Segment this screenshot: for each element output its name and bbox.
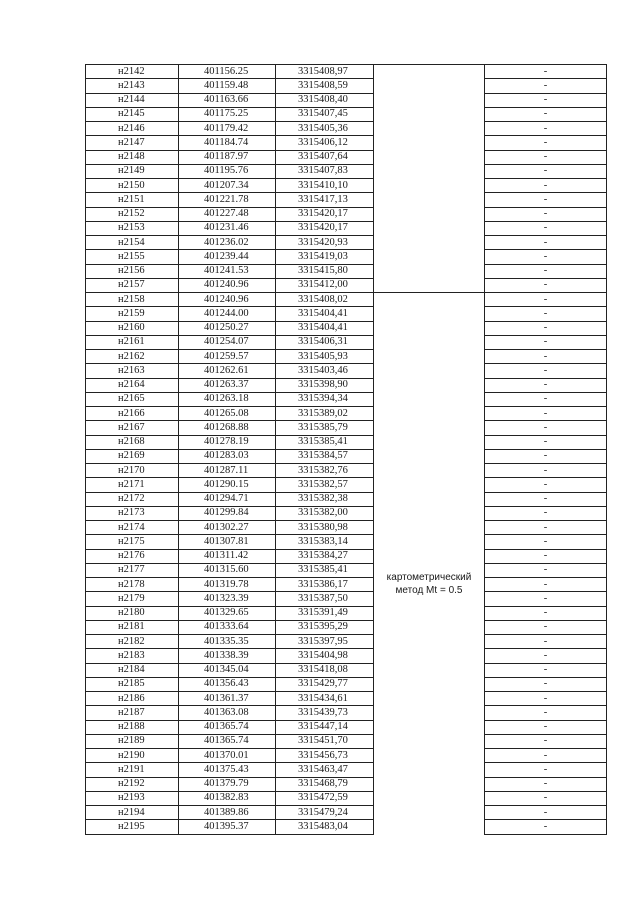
point-name-cell: н2170 (86, 464, 179, 478)
point-name-cell: н2153 (86, 221, 179, 235)
y-coordinate-cell: 3315408,02 (276, 293, 374, 307)
x-coordinate-cell: 401363.08 (179, 706, 276, 720)
y-coordinate-cell: 3315387,50 (276, 592, 374, 606)
dash-cell: - (485, 749, 607, 763)
y-coordinate-cell: 3315386,17 (276, 578, 374, 592)
x-coordinate-cell: 401335.35 (179, 635, 276, 649)
dash-cell: - (485, 449, 607, 463)
y-coordinate-cell: 3315412,00 (276, 278, 374, 292)
table-row (86, 421, 607, 435)
x-coordinate-cell: 401323.39 (179, 592, 276, 606)
y-coordinate-cell: 3315420,93 (276, 236, 374, 250)
x-coordinate-cell: 401290.15 (179, 478, 276, 492)
dash-cell: - (485, 806, 607, 820)
table-row (86, 321, 607, 335)
x-coordinate-cell: 401175.25 (179, 107, 276, 121)
dash-cell: - (485, 250, 607, 264)
table-row (86, 293, 607, 307)
dash-cell: - (485, 777, 607, 791)
y-coordinate-cell: 3315472,59 (276, 791, 374, 805)
x-coordinate-cell: 401231.46 (179, 221, 276, 235)
x-coordinate-cell: 401278.19 (179, 435, 276, 449)
dash-cell: - (485, 663, 607, 677)
dash-cell: - (485, 521, 607, 535)
x-coordinate-cell: 401187.97 (179, 150, 276, 164)
y-coordinate-cell: 3315385,79 (276, 421, 374, 435)
dash-cell: - (485, 506, 607, 520)
y-coordinate-cell: 3315483,04 (276, 820, 374, 834)
y-coordinate-cell: 3315407,64 (276, 150, 374, 164)
y-coordinate-cell: 3315406,12 (276, 136, 374, 150)
dash-cell: - (485, 264, 607, 278)
x-coordinate-cell: 401221.78 (179, 193, 276, 207)
x-coordinate-cell: 401263.37 (179, 378, 276, 392)
x-coordinate-cell: 401207.34 (179, 179, 276, 193)
point-name-cell: н2186 (86, 692, 179, 706)
table-row (86, 136, 607, 150)
table-row (86, 806, 607, 820)
x-coordinate-cell: 401375.43 (179, 763, 276, 777)
x-coordinate-cell: 401156.25 (179, 65, 276, 79)
table-row (86, 307, 607, 321)
dash-cell: - (485, 321, 607, 335)
y-coordinate-cell: 3315397,95 (276, 635, 374, 649)
dash-cell: - (485, 335, 607, 349)
y-coordinate-cell: 3315404,41 (276, 307, 374, 321)
table-row (86, 464, 607, 478)
y-coordinate-cell: 3315479,24 (276, 806, 374, 820)
x-coordinate-cell: 401389.86 (179, 806, 276, 820)
x-coordinate-cell: 401259.57 (179, 350, 276, 364)
x-coordinate-cell: 401370.01 (179, 749, 276, 763)
dash-cell: - (485, 620, 607, 634)
dash-cell: - (485, 407, 607, 421)
dash-cell: - (485, 278, 607, 292)
dash-cell: - (485, 734, 607, 748)
table-row (86, 435, 607, 449)
point-name-cell: н2194 (86, 806, 179, 820)
x-coordinate-cell: 401307.81 (179, 535, 276, 549)
table-row (86, 221, 607, 235)
y-coordinate-cell: 3315389,02 (276, 407, 374, 421)
x-coordinate-cell: 401195.76 (179, 164, 276, 178)
x-coordinate-cell: 401345.04 (179, 663, 276, 677)
table-row (86, 350, 607, 364)
table-row (86, 749, 607, 763)
x-coordinate-cell: 401179.42 (179, 122, 276, 136)
point-name-cell: н2176 (86, 549, 179, 563)
table-row (86, 107, 607, 121)
table-row (86, 777, 607, 791)
point-name-cell: н2145 (86, 107, 179, 121)
y-coordinate-cell: 3315419,03 (276, 250, 374, 264)
y-coordinate-cell: 3315420,17 (276, 221, 374, 235)
point-name-cell: н2181 (86, 620, 179, 634)
table-row (86, 335, 607, 349)
x-coordinate-cell: 401338.39 (179, 649, 276, 663)
method-text-line-2: метод Mt = 0.5 (395, 584, 463, 596)
x-coordinate-cell: 401329.65 (179, 606, 276, 620)
point-name-cell: н2161 (86, 335, 179, 349)
y-coordinate-cell: 3315468,79 (276, 777, 374, 791)
point-name-cell: н2162 (86, 350, 179, 364)
table-row (86, 706, 607, 720)
table-row (86, 578, 607, 592)
x-coordinate-cell: 401287.11 (179, 464, 276, 478)
dash-cell: - (485, 136, 607, 150)
y-coordinate-cell: 3315434,61 (276, 692, 374, 706)
y-coordinate-cell: 3315407,83 (276, 164, 374, 178)
y-coordinate-cell: 3315406,31 (276, 335, 374, 349)
y-coordinate-cell: 3315398,90 (276, 378, 374, 392)
point-name-cell: н2155 (86, 250, 179, 264)
x-coordinate-cell: 401240.96 (179, 293, 276, 307)
table-row (86, 164, 607, 178)
y-coordinate-cell: 3315382,38 (276, 492, 374, 506)
point-name-cell: н2147 (86, 136, 179, 150)
table-row (86, 79, 607, 93)
point-name-cell: н2195 (86, 820, 179, 834)
x-coordinate-cell: 401254.07 (179, 335, 276, 349)
table-row (86, 179, 607, 193)
x-coordinate-cell: 401299.84 (179, 506, 276, 520)
table-row (86, 791, 607, 805)
coordinates-table-body (86, 65, 607, 835)
x-coordinate-cell: 401263.18 (179, 392, 276, 406)
x-coordinate-cell: 401268.88 (179, 421, 276, 435)
point-name-cell: н2164 (86, 378, 179, 392)
dash-cell: - (485, 307, 607, 321)
y-coordinate-cell: 3315408,59 (276, 79, 374, 93)
x-coordinate-cell: 401333.64 (179, 620, 276, 634)
y-coordinate-cell: 3315408,97 (276, 65, 374, 79)
dash-cell: - (485, 364, 607, 378)
point-name-cell: н2185 (86, 677, 179, 691)
table-row (86, 677, 607, 691)
y-coordinate-cell: 3315408,40 (276, 93, 374, 107)
y-coordinate-cell: 3315417,13 (276, 193, 374, 207)
x-coordinate-cell: 401244.00 (179, 307, 276, 321)
dash-cell: - (485, 207, 607, 221)
method-text-line-1: картометрический (386, 571, 472, 583)
dash-cell: - (485, 122, 607, 136)
table-row (86, 635, 607, 649)
dash-cell: - (485, 350, 607, 364)
dash-cell: - (485, 193, 607, 207)
table-row (86, 122, 607, 136)
point-name-cell: н2188 (86, 720, 179, 734)
point-name-cell: н2157 (86, 278, 179, 292)
point-name-cell: н2154 (86, 236, 179, 250)
table-row (86, 592, 607, 606)
dash-cell: - (485, 606, 607, 620)
dash-cell: - (485, 221, 607, 235)
y-coordinate-cell: 3315451,70 (276, 734, 374, 748)
y-coordinate-cell: 3315404,98 (276, 649, 374, 663)
y-coordinate-cell: 3315382,76 (276, 464, 374, 478)
dash-cell: - (485, 492, 607, 506)
point-name-cell: н2180 (86, 606, 179, 620)
dash-cell: - (485, 677, 607, 691)
x-coordinate-cell: 401184.74 (179, 136, 276, 150)
y-coordinate-cell: 3315456,73 (276, 749, 374, 763)
table-row (86, 478, 607, 492)
y-coordinate-cell: 3315384,27 (276, 549, 374, 563)
point-name-cell: н2144 (86, 93, 179, 107)
table-row (86, 720, 607, 734)
x-coordinate-cell: 401163.66 (179, 93, 276, 107)
dash-cell: - (485, 820, 607, 834)
table-row (86, 506, 607, 520)
dash-cell: - (485, 720, 607, 734)
table-row (86, 734, 607, 748)
dash-cell: - (485, 563, 607, 577)
dash-cell: - (485, 79, 607, 93)
point-name-cell: н2184 (86, 663, 179, 677)
point-name-cell: н2190 (86, 749, 179, 763)
dash-cell: - (485, 179, 607, 193)
point-name-cell: н2163 (86, 364, 179, 378)
y-coordinate-cell: 3315394,34 (276, 392, 374, 406)
point-name-cell: н2175 (86, 535, 179, 549)
dash-cell: - (485, 392, 607, 406)
point-name-cell: н2193 (86, 791, 179, 805)
table-row (86, 193, 607, 207)
y-coordinate-cell: 3315395,29 (276, 620, 374, 634)
x-coordinate-cell: 401302.27 (179, 521, 276, 535)
y-coordinate-cell: 3315418,08 (276, 663, 374, 677)
dash-cell: - (485, 150, 607, 164)
x-coordinate-cell: 401236.02 (179, 236, 276, 250)
x-coordinate-cell: 401379.79 (179, 777, 276, 791)
table-row (86, 563, 607, 577)
y-coordinate-cell: 3315391,49 (276, 606, 374, 620)
table-row (86, 692, 607, 706)
point-name-cell: н2159 (86, 307, 179, 321)
x-coordinate-cell: 401315.60 (179, 563, 276, 577)
dash-cell: - (485, 164, 607, 178)
table-row (86, 364, 607, 378)
x-coordinate-cell: 401319.78 (179, 578, 276, 592)
table-row (86, 620, 607, 634)
y-coordinate-cell: 3315403,46 (276, 364, 374, 378)
table-row (86, 663, 607, 677)
dash-cell: - (485, 478, 607, 492)
dash-cell: - (485, 535, 607, 549)
x-coordinate-cell: 401250.27 (179, 321, 276, 335)
y-coordinate-cell: 3315404,41 (276, 321, 374, 335)
point-name-cell: н2174 (86, 521, 179, 535)
y-coordinate-cell: 3315385,41 (276, 563, 374, 577)
y-coordinate-cell: 3315405,93 (276, 350, 374, 364)
y-coordinate-cell: 3315429,77 (276, 677, 374, 691)
point-name-cell: н2165 (86, 392, 179, 406)
x-coordinate-cell: 401382.83 (179, 791, 276, 805)
x-coordinate-cell: 401294.71 (179, 492, 276, 506)
dash-cell: - (485, 435, 607, 449)
point-name-cell: н2172 (86, 492, 179, 506)
point-name-cell: н2152 (86, 207, 179, 221)
table-row (86, 763, 607, 777)
x-coordinate-cell: 401240.96 (179, 278, 276, 292)
dash-cell: - (485, 107, 607, 121)
point-name-cell: н2173 (86, 506, 179, 520)
y-coordinate-cell: 3315415,80 (276, 264, 374, 278)
table-row (86, 606, 607, 620)
y-coordinate-cell: 3315447,14 (276, 720, 374, 734)
x-coordinate-cell: 401365.74 (179, 720, 276, 734)
y-coordinate-cell: 3315420,17 (276, 207, 374, 221)
table-row (86, 278, 607, 292)
table-row (86, 521, 607, 535)
dash-cell: - (485, 578, 607, 592)
x-coordinate-cell: 401241.53 (179, 264, 276, 278)
dash-cell: - (485, 378, 607, 392)
table-row (86, 236, 607, 250)
x-coordinate-cell: 401283.03 (179, 449, 276, 463)
dash-cell: - (485, 763, 607, 777)
point-name-cell: н2156 (86, 264, 179, 278)
x-coordinate-cell: 401262.61 (179, 364, 276, 378)
point-name-cell: н2149 (86, 164, 179, 178)
x-coordinate-cell: 401365.74 (179, 734, 276, 748)
point-name-cell: н2167 (86, 421, 179, 435)
point-name-cell: н2158 (86, 293, 179, 307)
table-row (86, 93, 607, 107)
x-coordinate-cell: 401265.08 (179, 407, 276, 421)
method-cell-empty (374, 65, 485, 293)
y-coordinate-cell: 3315382,57 (276, 478, 374, 492)
point-name-cell: н2143 (86, 79, 179, 93)
table-row (86, 535, 607, 549)
dash-cell: - (485, 549, 607, 563)
dash-cell: - (485, 692, 607, 706)
y-coordinate-cell: 3315463,47 (276, 763, 374, 777)
point-name-cell: н2148 (86, 150, 179, 164)
point-name-cell: н2182 (86, 635, 179, 649)
table-row (86, 207, 607, 221)
y-coordinate-cell: 3315382,00 (276, 506, 374, 520)
dash-cell: - (485, 706, 607, 720)
point-name-cell: н2160 (86, 321, 179, 335)
point-name-cell: н2179 (86, 592, 179, 606)
dash-cell: - (485, 236, 607, 250)
table-row (86, 820, 607, 834)
table-row (86, 549, 607, 563)
point-name-cell: н2183 (86, 649, 179, 663)
dash-cell: - (485, 464, 607, 478)
dash-cell: - (485, 592, 607, 606)
table-row (86, 264, 607, 278)
table-row (86, 378, 607, 392)
point-name-cell: н2151 (86, 193, 179, 207)
x-coordinate-cell: 401311.42 (179, 549, 276, 563)
coordinates-table (85, 64, 607, 835)
y-coordinate-cell: 3315410,10 (276, 179, 374, 193)
point-name-cell: н2187 (86, 706, 179, 720)
table-row (86, 65, 607, 79)
dash-cell: - (485, 421, 607, 435)
point-name-cell: н2191 (86, 763, 179, 777)
y-coordinate-cell: 3315380,98 (276, 521, 374, 535)
table-row (86, 649, 607, 663)
x-coordinate-cell: 401395.37 (179, 820, 276, 834)
point-name-cell: н2169 (86, 449, 179, 463)
point-name-cell: н2171 (86, 478, 179, 492)
table-row (86, 150, 607, 164)
point-name-cell: н2146 (86, 122, 179, 136)
point-name-cell: н2178 (86, 578, 179, 592)
table-row (86, 407, 607, 421)
y-coordinate-cell: 3315439,73 (276, 706, 374, 720)
x-coordinate-cell: 401227.48 (179, 207, 276, 221)
x-coordinate-cell: 401159.48 (179, 79, 276, 93)
point-name-cell: н2166 (86, 407, 179, 421)
table-row (86, 250, 607, 264)
table-row (86, 392, 607, 406)
dash-cell: - (485, 635, 607, 649)
y-coordinate-cell: 3315383,14 (276, 535, 374, 549)
table-row (86, 449, 607, 463)
dash-cell: - (485, 649, 607, 663)
point-name-cell: н2177 (86, 563, 179, 577)
x-coordinate-cell: 401361.37 (179, 692, 276, 706)
dash-cell: - (485, 93, 607, 107)
point-name-cell: н2142 (86, 65, 179, 79)
dash-cell: - (485, 293, 607, 307)
point-name-cell: н2189 (86, 734, 179, 748)
point-name-cell: н2150 (86, 179, 179, 193)
table-row (86, 492, 607, 506)
x-coordinate-cell: 401239.44 (179, 250, 276, 264)
method-cell (374, 293, 485, 835)
point-name-cell: н2168 (86, 435, 179, 449)
y-coordinate-cell: 3315385,41 (276, 435, 374, 449)
y-coordinate-cell: 3315407,45 (276, 107, 374, 121)
x-coordinate-cell: 401356.43 (179, 677, 276, 691)
dash-cell: - (485, 65, 607, 79)
dash-cell: - (485, 791, 607, 805)
y-coordinate-cell: 3315405,36 (276, 122, 374, 136)
y-coordinate-cell: 3315384,57 (276, 449, 374, 463)
point-name-cell: н2192 (86, 777, 179, 791)
